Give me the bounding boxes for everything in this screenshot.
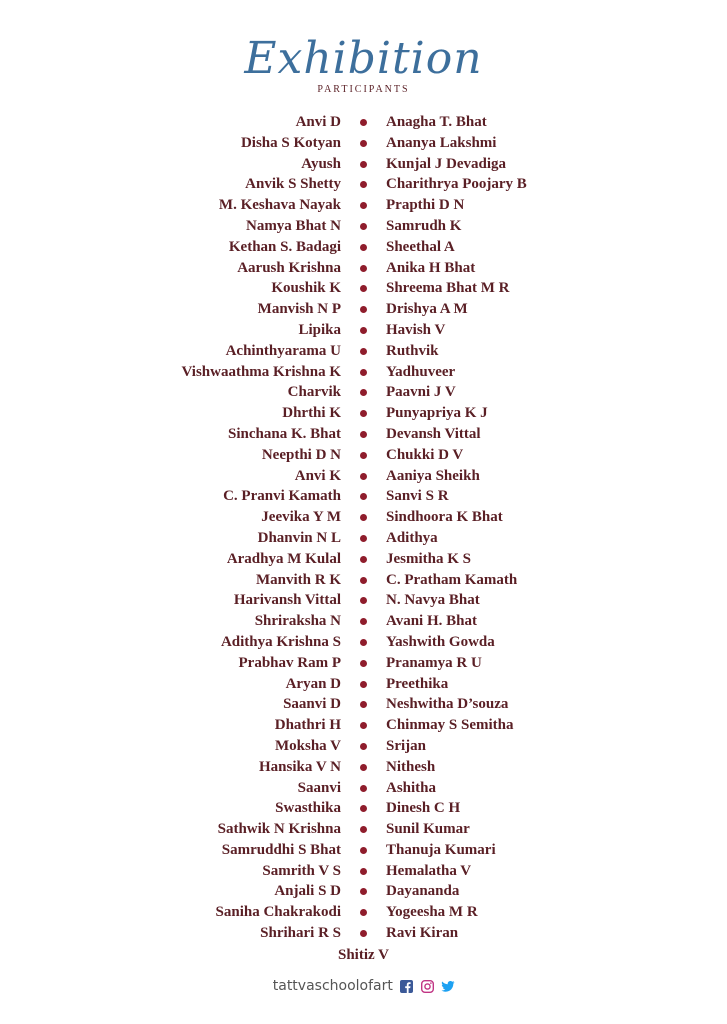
participant-name-left: Manvish N P <box>257 301 341 318</box>
bullet-dot-icon <box>360 701 367 708</box>
bullet-dot-icon <box>360 181 367 188</box>
twitter-icon[interactable] <box>441 980 454 993</box>
participant-name-right: Ruthvik <box>386 342 439 359</box>
participant-row <box>0 424 727 445</box>
participant-name-left: Sinchana K. Bhat <box>228 425 341 442</box>
participant-name-right: Devansh Vittal <box>386 425 481 442</box>
bullet-dot-icon <box>360 930 367 937</box>
participant-name-left: Koushik K <box>271 280 341 297</box>
participant-name-left: Dhanvin N L <box>257 529 341 546</box>
participant-name-right: Dinesh C H <box>386 800 461 817</box>
participant-name-right: Hemalatha V <box>386 862 472 879</box>
participant-row <box>0 278 727 299</box>
bullet-dot-icon <box>360 161 367 168</box>
participant-name-right: Avani H. Bhat <box>386 613 477 630</box>
participant-name-right: Ravi Kiran <box>386 925 459 942</box>
bullet-dot-icon <box>360 389 367 396</box>
participant-row <box>0 362 727 383</box>
participant-name-left: Adithya Krishna S <box>220 633 341 650</box>
participant-row <box>0 798 727 819</box>
participant-name-left: Shriraksha N <box>254 613 341 630</box>
bullet-dot-icon <box>360 805 367 812</box>
participant-name-left: Shrihari R S <box>260 925 341 942</box>
participant-list <box>0 112 727 944</box>
participant-row <box>0 258 727 279</box>
participant-name-left: Lipika <box>298 321 341 338</box>
participant-name-right: Yogeesha M R <box>386 904 478 921</box>
participant-name-left: Moksha V <box>275 737 341 754</box>
bullet-dot-icon <box>360 826 367 833</box>
participant-name-left: Neepthi D N <box>261 446 341 463</box>
participant-name-right: Thanuja Kumari <box>386 841 496 858</box>
participant-name-left: Charvik <box>287 384 341 401</box>
participant-name-right: Charithrya Poojary B <box>386 176 527 193</box>
participant-name-right: Havish V <box>386 321 446 338</box>
participant-row <box>0 674 727 695</box>
bullet-dot-icon <box>360 140 367 147</box>
participant-name-right: Punyapriya K J <box>386 405 488 422</box>
participant-name-left: Sathwik N Krishna <box>217 821 341 838</box>
participant-name-left: Prabhav Ram P <box>238 654 341 671</box>
participant-name-right: Sanvi S R <box>386 488 449 505</box>
facebook-icon[interactable] <box>400 980 413 993</box>
bullet-dot-icon <box>360 119 367 126</box>
bullet-dot-icon <box>360 285 367 292</box>
bullet-dot-icon <box>360 452 367 459</box>
bullet-dot-icon <box>360 348 367 355</box>
bullet-dot-icon <box>360 868 367 875</box>
participant-name-right: Jesmitha K S <box>386 550 472 567</box>
participant-name-right: Yashwith Gowda <box>386 633 495 650</box>
participant-row <box>0 736 727 757</box>
final-participant: Shitiz V <box>338 947 389 963</box>
bullet-dot-icon <box>360 597 367 604</box>
participant-row <box>0 507 727 528</box>
participant-name-left: Dhrthi K <box>282 405 341 422</box>
participant-name-left: Achinthyarama U <box>225 342 341 359</box>
bullet-dot-icon <box>360 743 367 750</box>
participant-name-right: C. Pratham Kamath <box>386 571 518 588</box>
participant-name-left: Anjali S D <box>274 883 341 900</box>
bullet-dot-icon <box>360 909 367 916</box>
participant-row <box>0 382 727 403</box>
participant-row <box>0 861 727 882</box>
participant-name-right: Srijan <box>386 737 427 754</box>
participant-row <box>0 341 727 362</box>
participant-name-left: Samrith V S <box>262 862 341 879</box>
participant-name-left: Swasthika <box>275 800 341 817</box>
participant-name-left: Disha S Kotyan <box>240 134 341 151</box>
participant-row <box>0 403 727 424</box>
participant-name-right: Drishya A M <box>386 301 468 318</box>
bullet-dot-icon <box>360 618 367 625</box>
participant-name-left: Dhathri H <box>274 717 341 734</box>
participant-row <box>0 632 727 653</box>
participant-name-right: Sunil Kumar <box>386 821 470 838</box>
bullet-dot-icon <box>360 888 367 895</box>
participant-row <box>0 237 727 258</box>
bullet-dot-icon <box>360 639 367 646</box>
bullet-dot-icon <box>360 493 367 500</box>
participant-row <box>0 715 727 736</box>
participant-name-left: Vishwaathma Krishna K <box>181 363 341 380</box>
bullet-dot-icon <box>360 847 367 854</box>
participant-name-right: Dayananda <box>386 883 460 900</box>
participant-row <box>0 590 727 611</box>
participant-row <box>0 611 727 632</box>
participant-row <box>0 840 727 861</box>
bullet-dot-icon <box>360 327 367 334</box>
participant-row <box>0 570 727 591</box>
participant-name-left: Aradhya M Kulal <box>226 550 341 567</box>
participant-name-left: Jeevika Y M <box>261 509 341 526</box>
participant-name-left: M. Keshava Nayak <box>218 197 341 214</box>
participant-row <box>0 778 727 799</box>
participant-name-right: Kunjal J Devadiga <box>386 155 507 172</box>
participant-row <box>0 528 727 549</box>
participant-name-left: Aarush Krishna <box>237 259 341 276</box>
bullet-dot-icon <box>360 306 367 313</box>
bullet-dot-icon <box>360 369 367 376</box>
participant-name-left: C. Pranvi Kamath <box>223 488 341 505</box>
participant-name-right: Nithesh <box>386 758 436 775</box>
page-header <box>0 34 727 95</box>
participant-name-left: Hansika V N <box>259 758 341 775</box>
participant-name-left: Saanvi D <box>283 696 341 713</box>
page-subtitle: PARTICIPANTS <box>317 84 410 95</box>
bullet-dot-icon <box>360 535 367 542</box>
participant-row <box>0 486 727 507</box>
footer <box>0 976 727 996</box>
participant-name-right: Aaniya Sheikh <box>386 467 480 484</box>
bullet-dot-icon <box>360 410 367 417</box>
participant-name-right: Sindhoora K Bhat <box>386 509 503 526</box>
page-title: Exhibition <box>244 33 483 84</box>
participant-row <box>0 757 727 778</box>
participant-name-left: Samruddhi S Bhat <box>221 841 341 858</box>
participant-name-left: Ayush <box>301 155 341 172</box>
participant-name-right: Ananya Lakshmi <box>386 134 497 151</box>
participant-name-right: Yadhuveer <box>386 363 456 380</box>
participant-row <box>0 154 727 175</box>
participant-row <box>0 133 727 154</box>
participant-name-left: Saanvi <box>297 779 341 796</box>
bullet-dot-icon <box>360 265 367 272</box>
participant-name-right: Paavni J V <box>386 384 456 401</box>
participant-name-left: Namya Bhat N <box>245 217 341 234</box>
bullet-dot-icon <box>360 785 367 792</box>
participant-name-right: Samrudh K <box>386 217 462 234</box>
bullet-dot-icon <box>360 473 367 480</box>
participant-name-right: Shreema Bhat M R <box>386 280 510 297</box>
bullet-dot-icon <box>360 556 367 563</box>
participant-name-right: N. Navya Bhat <box>386 592 480 609</box>
bullet-dot-icon <box>360 681 367 688</box>
bullet-dot-icon <box>360 577 367 584</box>
participant-name-right: Pranamya R U <box>386 654 482 671</box>
participant-row <box>0 216 727 237</box>
bullet-dot-icon <box>360 764 367 771</box>
participant-name-right: Prapthi D N <box>386 197 465 214</box>
participant-row <box>0 320 727 341</box>
participant-name-left: Kethan S. Badagi <box>228 238 341 255</box>
bullet-dot-icon <box>360 660 367 667</box>
bullet-dot-icon <box>360 244 367 251</box>
participant-row <box>0 819 727 840</box>
participant-row <box>0 923 727 944</box>
participant-name-right: Chukki D V <box>386 446 464 463</box>
social-handle: tattvaschoolofart <box>272 978 393 994</box>
participant-row <box>0 881 727 902</box>
participant-row <box>0 112 727 133</box>
participant-name-left: Anvik S Shetty <box>245 176 341 193</box>
participant-name-right: Ashitha <box>386 779 437 796</box>
participant-name-right: Sheethal A <box>386 238 455 255</box>
participant-name-left: Saniha Chakrakodi <box>215 904 341 921</box>
participant-row <box>0 174 727 195</box>
bullet-dot-icon <box>360 202 367 209</box>
participant-row <box>0 299 727 320</box>
participant-row <box>0 466 727 487</box>
participant-row <box>0 902 727 923</box>
participant-name-left: Anvi D <box>295 114 341 130</box>
participant-name-right: Neshwitha D’souza <box>386 696 509 713</box>
participant-row <box>0 445 727 466</box>
bullet-dot-icon <box>360 514 367 521</box>
participant-name-left: Harivansh Vittal <box>233 592 341 609</box>
participant-name-right: Adithya <box>386 529 438 546</box>
participant-name-right: Anika H Bhat <box>386 259 476 276</box>
participant-row <box>0 549 727 570</box>
participant-name-right: Chinmay S Semitha <box>386 717 514 734</box>
participant-row <box>0 694 727 715</box>
participant-row <box>0 653 727 674</box>
bullet-dot-icon <box>360 431 367 438</box>
participant-name-right: Anagha T. Bhat <box>386 114 487 130</box>
bullet-dot-icon <box>360 223 367 230</box>
participant-name-left: Aryan D <box>285 675 341 692</box>
bullet-dot-icon <box>360 722 367 729</box>
participant-name-right: Preethika <box>386 675 449 692</box>
participant-row <box>0 195 727 216</box>
participant-name-left: Manvith R K <box>255 571 341 588</box>
instagram-icon[interactable] <box>421 980 434 993</box>
participant-name-left: Anvi K <box>294 467 341 484</box>
